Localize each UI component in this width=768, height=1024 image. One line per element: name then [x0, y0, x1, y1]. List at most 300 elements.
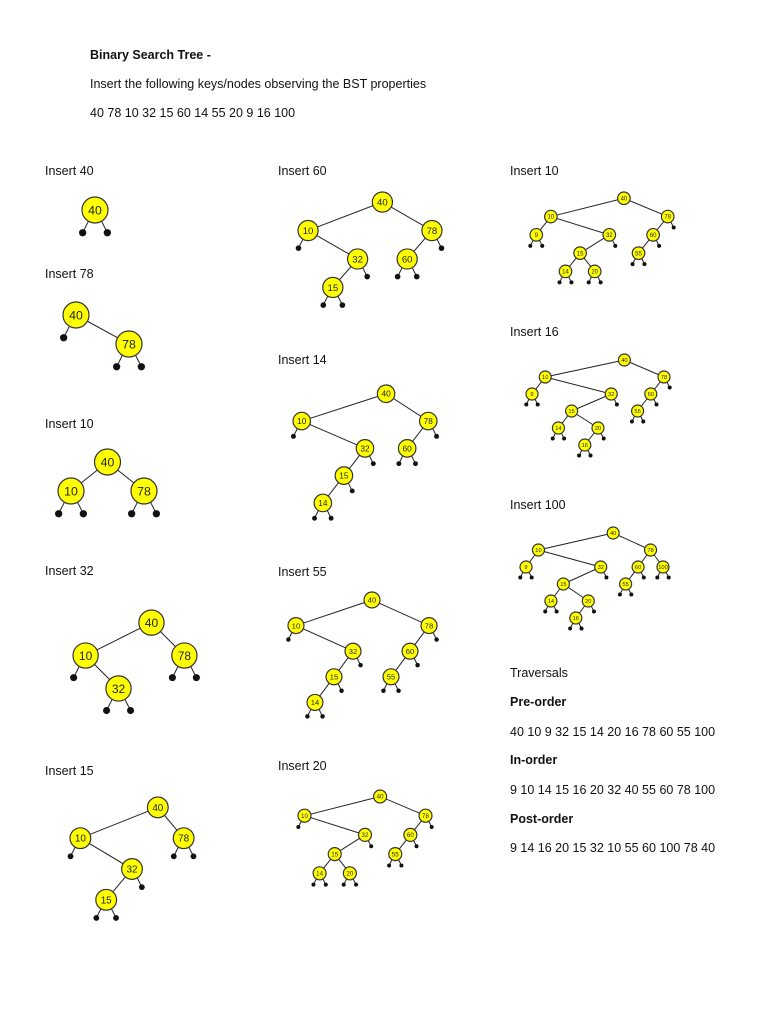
node-key-label: 60 — [405, 646, 415, 656]
tree-node — [532, 544, 544, 556]
null-pointer-dot — [592, 610, 596, 614]
node-key-label: 55 — [391, 851, 399, 859]
node-key-label: 20 — [346, 870, 354, 878]
tree-edge — [538, 533, 613, 550]
step-label-insert-100: Insert 100 — [510, 498, 566, 512]
tree-node — [314, 494, 331, 511]
node-key-label: 9 — [530, 392, 534, 399]
null-pointer-dot — [104, 229, 111, 236]
preorder-label: Pre-order — [510, 695, 567, 709]
tree-node — [520, 561, 532, 573]
tree-node — [82, 197, 108, 223]
node-key-label: 16 — [572, 616, 579, 623]
tree-edge — [545, 377, 611, 394]
tree-nodes — [82, 197, 108, 223]
node-key-label: 15 — [560, 582, 567, 589]
node-key-label: 78 — [177, 648, 192, 663]
tree-edge — [538, 550, 600, 567]
tree-node — [552, 422, 564, 434]
tree-node — [377, 385, 394, 402]
bst-diagram-insert-15 — [62, 795, 202, 955]
node-key-label: 60 — [647, 392, 654, 399]
null-pointer-dot — [80, 510, 87, 517]
null-pointer-dot — [296, 825, 300, 829]
tree-node — [595, 561, 607, 573]
null-pointer-dot — [589, 454, 593, 458]
node-key-label: 40 — [376, 793, 384, 801]
tree-node — [359, 828, 372, 841]
null-pointer-dot — [602, 437, 606, 441]
inorder-label: In-order — [510, 753, 558, 767]
tree-node — [570, 612, 582, 624]
tree-node — [147, 797, 168, 818]
null-pointer-dot — [551, 437, 555, 441]
node-key-label: 10 — [74, 833, 86, 845]
tree-node — [645, 544, 657, 556]
node-key-label: 78 — [178, 833, 190, 845]
null-pointer-dot — [415, 663, 419, 667]
node-key-label: 15 — [568, 409, 575, 416]
null-pointer-dot — [296, 245, 302, 251]
step-label-insert-55: Insert 55 — [278, 565, 327, 579]
tree-node — [173, 828, 194, 849]
node-key-label: 55 — [634, 409, 641, 416]
null-pointer-dot — [171, 853, 177, 859]
tree-node — [374, 790, 387, 803]
null-pointer-dot — [599, 280, 603, 284]
null-pointer-dot — [339, 689, 343, 693]
tree-node — [345, 643, 361, 659]
null-pointer-dot — [613, 244, 617, 248]
tree-edge — [304, 796, 380, 815]
null-pointer-dot — [329, 516, 334, 521]
node-key-label: 32 — [348, 646, 358, 656]
node-key-label: 78 — [426, 225, 438, 237]
step-label-insert-16: Insert 16 — [510, 325, 559, 339]
tree-edge — [302, 394, 386, 421]
null-pointer-dot — [286, 637, 290, 641]
tree-node — [58, 478, 84, 504]
null-pointer-dot — [395, 274, 401, 280]
null-pointer-dot — [358, 663, 362, 667]
tree-nodes — [73, 610, 197, 701]
bst-diagram-insert-9 — [522, 190, 682, 310]
null-pointer-dot — [518, 576, 522, 580]
node-key-label: 14 — [318, 497, 328, 508]
node-key-label: 78 — [664, 214, 672, 221]
null-pointer-dot — [128, 510, 135, 517]
tree-edge — [80, 807, 157, 838]
step-label-insert-9: Insert 10 — [510, 164, 559, 178]
bst-diagram-insert-10 — [50, 447, 165, 547]
node-key-label: 32 — [360, 443, 370, 454]
tree-node — [588, 265, 601, 278]
null-pointer-dot — [350, 489, 355, 494]
tree-node — [661, 210, 674, 223]
null-pointer-dot — [103, 707, 110, 714]
tree-node — [139, 610, 164, 635]
null-pointer-dot — [340, 302, 346, 308]
null-pointer-dot — [631, 262, 635, 266]
node-key-label: 40 — [88, 203, 102, 218]
tree-node — [658, 371, 670, 383]
tree-node — [632, 561, 644, 573]
tree-edges — [70, 623, 200, 714]
null-pointer-dot — [536, 403, 540, 407]
tree-node — [70, 828, 91, 849]
node-key-label: 60 — [634, 565, 642, 572]
node-key-label: 15 — [331, 851, 339, 859]
node-key-label: 60 — [401, 254, 413, 266]
step-label-insert-14: Insert 14 — [278, 353, 327, 367]
null-pointer-dot — [618, 593, 622, 597]
null-pointer-dot — [354, 883, 358, 887]
null-pointer-dot — [629, 593, 633, 597]
tree-node — [348, 249, 368, 269]
node-key-label: 40 — [381, 388, 391, 399]
null-pointer-dot — [540, 244, 544, 248]
tree-node — [402, 643, 418, 659]
null-pointer-dot — [320, 302, 326, 308]
bst-diagram-insert-16 — [518, 352, 678, 482]
tree-edge — [296, 600, 372, 626]
traversals-heading: Traversals — [510, 666, 568, 680]
tree-node — [566, 405, 578, 417]
tree-edge — [545, 360, 624, 377]
null-pointer-dot — [93, 915, 99, 921]
tree-edge — [372, 600, 429, 626]
null-pointer-dot — [642, 262, 646, 266]
node-key-label: 20 — [591, 269, 599, 276]
tree-node — [592, 422, 604, 434]
null-pointer-dot — [569, 280, 573, 284]
bst-diagram-insert-100 — [512, 525, 677, 655]
null-pointer-dot — [434, 637, 438, 641]
tree-nodes — [298, 192, 442, 298]
null-pointer-dot — [562, 437, 566, 441]
tree-node — [647, 229, 660, 242]
tree-node — [422, 220, 442, 240]
tree-node — [116, 331, 142, 357]
tree-node — [398, 440, 415, 457]
tree-edge — [380, 796, 425, 815]
node-key-label: 60 — [649, 232, 657, 239]
null-pointer-dot — [530, 576, 534, 580]
node-key-label: 16 — [581, 443, 588, 450]
tree-edge — [304, 816, 365, 835]
step-label-insert-15: Insert 15 — [45, 764, 94, 778]
inorder-sequence: 9 10 14 15 16 20 32 40 55 60 78 100 — [510, 783, 716, 797]
null-pointer-dot — [668, 386, 672, 390]
tree-node — [603, 229, 616, 242]
node-key-label: 60 — [406, 832, 414, 840]
null-pointer-dot — [396, 689, 400, 693]
null-pointer-dot — [439, 245, 445, 251]
node-key-label: 40 — [100, 455, 115, 470]
null-pointer-dot — [311, 883, 315, 887]
null-pointer-dot — [672, 226, 676, 230]
node-key-label: 55 — [386, 672, 396, 682]
tree-node — [293, 412, 310, 429]
tree-node — [397, 249, 417, 269]
null-pointer-dot — [558, 280, 562, 284]
null-pointer-dot — [568, 627, 572, 631]
tree-node — [364, 592, 380, 608]
bst-diagram-insert-60 — [290, 190, 450, 340]
null-pointer-dot — [364, 274, 370, 280]
node-key-label: 40 — [377, 197, 388, 209]
node-key-label: 32 — [605, 232, 613, 239]
null-pointer-dot — [369, 844, 373, 848]
tree-node — [526, 388, 538, 400]
step-label-insert-40: Insert 40 — [45, 164, 94, 178]
null-pointer-dot — [430, 825, 434, 829]
tree-node — [645, 388, 657, 400]
null-pointer-dot — [415, 844, 419, 848]
tree-node — [328, 848, 341, 861]
bst-diagram-insert-20 — [290, 788, 440, 913]
tree-node — [539, 371, 551, 383]
tree-edge — [296, 626, 353, 652]
tree-node — [657, 561, 669, 573]
tree-nodes — [58, 449, 157, 504]
null-pointer-dot — [191, 853, 197, 859]
tree-nodes — [530, 192, 674, 278]
null-pointer-dot — [79, 229, 86, 236]
step-label-insert-32: Insert 32 — [45, 564, 94, 578]
node-key-label: 10 — [64, 484, 78, 499]
node-key-label: 78 — [422, 812, 429, 820]
tree-node — [372, 192, 392, 212]
node-key-label: 78 — [424, 621, 434, 631]
tree-node — [632, 405, 644, 417]
tree-node — [389, 848, 402, 861]
node-key-label: 32 — [608, 392, 615, 399]
tree-node — [420, 412, 437, 429]
tree-node — [421, 618, 437, 634]
node-key-label: 78 — [137, 484, 151, 499]
null-pointer-dot — [342, 883, 346, 887]
null-pointer-dot — [320, 714, 324, 718]
node-key-label: 78 — [122, 337, 136, 352]
tree-node — [557, 578, 569, 590]
tree-node — [419, 809, 432, 822]
key-sequence: 40 78 10 32 15 60 14 55 20 9 16 100 — [90, 106, 296, 120]
tree-node — [579, 439, 591, 451]
null-pointer-dot — [113, 363, 120, 370]
node-key-label: 15 — [100, 895, 112, 907]
node-key-label: 10 — [291, 621, 301, 631]
tree-node — [356, 440, 373, 457]
null-pointer-dot — [528, 244, 532, 248]
tree-node — [298, 809, 311, 822]
node-key-label: 78 — [423, 416, 433, 427]
tree-node — [323, 277, 343, 297]
node-key-label: 20 — [585, 599, 592, 606]
tree-edge — [551, 217, 609, 235]
step-label-insert-78: Insert 78 — [45, 267, 94, 281]
tree-nodes — [293, 385, 437, 512]
bst-diagram-insert-40 — [60, 195, 130, 255]
node-key-label: 32 — [126, 864, 138, 876]
node-key-label: 40 — [621, 358, 628, 365]
tree-node — [95, 449, 121, 475]
tree-node — [106, 676, 131, 701]
tree-node — [326, 669, 342, 685]
node-key-label: 60 — [402, 443, 412, 454]
null-pointer-dot — [55, 510, 62, 517]
null-pointer-dot — [68, 853, 74, 859]
null-pointer-dot — [381, 689, 385, 693]
null-pointer-dot — [371, 461, 376, 466]
node-key-label: 15 — [327, 282, 339, 294]
null-pointer-dot — [291, 434, 296, 439]
null-pointer-dot — [193, 674, 200, 681]
null-pointer-dot — [604, 576, 608, 580]
null-pointer-dot — [587, 280, 591, 284]
instruction-text: Insert the following keys/nodes observing the BST properties — [90, 77, 427, 91]
null-pointer-dot — [667, 576, 671, 580]
tree-node — [131, 478, 157, 504]
null-pointer-dot — [657, 244, 661, 248]
tree-edge — [551, 198, 624, 216]
tree-node — [559, 265, 572, 278]
tree-node — [313, 867, 326, 880]
tree-nodes — [526, 354, 670, 451]
null-pointer-dot — [153, 510, 160, 517]
bst-diagram-insert-55 — [280, 590, 445, 750]
postorder-sequence: 9 14 16 20 15 32 10 55 60 100 78 40 — [510, 841, 716, 855]
tree-node — [122, 859, 143, 880]
node-key-label: 15 — [329, 672, 339, 682]
node-key-label: 10 — [78, 648, 93, 663]
null-pointer-dot — [60, 334, 67, 341]
tree-node — [530, 229, 543, 242]
tree-node — [298, 220, 318, 240]
tree-node — [73, 643, 98, 668]
null-pointer-dot — [305, 714, 309, 718]
tree-node — [63, 302, 89, 328]
null-pointer-dot — [555, 610, 559, 614]
node-key-label: 55 — [635, 251, 642, 258]
node-key-label: 40 — [69, 308, 83, 323]
tree-edge — [308, 202, 382, 230]
tree-node — [574, 247, 587, 260]
preorder-sequence: 40 10 9 32 15 14 20 16 78 60 55 100 — [510, 725, 716, 739]
node-key-label: 9 — [524, 565, 528, 572]
null-pointer-dot — [655, 403, 659, 407]
tree-node — [632, 247, 645, 260]
node-key-label: 15 — [576, 251, 584, 258]
node-key-label: 32 — [361, 832, 369, 840]
node-key-label: 32 — [352, 254, 363, 266]
tree-node — [335, 467, 352, 484]
null-pointer-dot — [641, 420, 645, 424]
null-pointer-dot — [413, 461, 418, 466]
node-key-label: 10 — [542, 375, 549, 382]
node-key-label: 10 — [302, 225, 314, 237]
null-pointer-dot — [169, 674, 176, 681]
null-pointer-dot — [70, 674, 77, 681]
null-pointer-dot — [615, 403, 619, 407]
node-key-label: 40 — [152, 802, 164, 814]
node-key-label: 100 — [658, 565, 668, 572]
tree-node — [307, 694, 323, 710]
null-pointer-dot — [387, 863, 391, 867]
null-pointer-dot — [524, 403, 528, 407]
tree-node — [383, 669, 399, 685]
node-key-label: 10 — [547, 214, 555, 221]
tree-node — [545, 210, 558, 223]
node-key-label: 40 — [367, 595, 377, 605]
node-key-label: 10 — [535, 548, 542, 555]
null-pointer-dot — [543, 610, 547, 614]
node-key-label: 40 — [610, 531, 617, 538]
null-pointer-dot — [434, 434, 439, 439]
tree-edge — [624, 198, 668, 216]
null-pointer-dot — [580, 627, 584, 631]
null-pointer-dot — [577, 454, 581, 458]
node-key-label: 20 — [594, 426, 602, 433]
node-key-label: 14 — [547, 599, 555, 606]
node-key-label: 40 — [620, 196, 628, 203]
tree-node — [96, 889, 117, 910]
tree-nodes — [520, 527, 669, 624]
null-pointer-dot — [138, 363, 145, 370]
tree-node — [545, 595, 557, 607]
node-key-label: 32 — [111, 681, 126, 696]
tree-node — [582, 595, 594, 607]
tree-node — [620, 578, 632, 590]
node-key-label: 15 — [339, 470, 349, 481]
tree-node — [605, 388, 617, 400]
tree-node — [404, 828, 417, 841]
null-pointer-dot — [396, 461, 401, 466]
null-pointer-dot — [630, 420, 634, 424]
node-key-label: 78 — [647, 548, 654, 555]
null-pointer-dot — [655, 576, 659, 580]
node-key-label: 14 — [316, 870, 324, 878]
null-pointer-dot — [399, 863, 403, 867]
node-key-label: 9 — [534, 232, 538, 239]
node-key-label: 32 — [597, 565, 604, 572]
step-label-insert-60: Insert 60 — [278, 164, 327, 178]
tree-node — [618, 354, 630, 366]
step-label-insert-10: Insert 10 — [45, 417, 94, 431]
document-title: Binary Search Tree - — [90, 48, 211, 62]
tree-node — [172, 643, 197, 668]
null-pointer-dot — [312, 516, 317, 521]
tree-nodes — [298, 790, 432, 880]
node-key-label: 10 — [301, 812, 308, 820]
node-key-label: 55 — [622, 582, 629, 589]
tree-node — [343, 867, 356, 880]
tree-node — [607, 527, 619, 539]
tree-nodes — [288, 592, 437, 710]
node-key-label: 40 — [144, 615, 159, 630]
node-key-label: 14 — [310, 698, 320, 708]
bst-diagram-insert-14 — [285, 383, 445, 553]
node-key-label: 78 — [660, 375, 668, 382]
tree-node — [618, 192, 631, 205]
null-pointer-dot — [127, 707, 134, 714]
null-pointer-dot — [324, 883, 328, 887]
node-key-label: 10 — [297, 416, 307, 427]
null-pointer-dot — [139, 884, 145, 890]
null-pointer-dot — [414, 274, 420, 280]
tree-edge — [302, 421, 365, 448]
bst-diagram-insert-78 — [55, 300, 150, 400]
